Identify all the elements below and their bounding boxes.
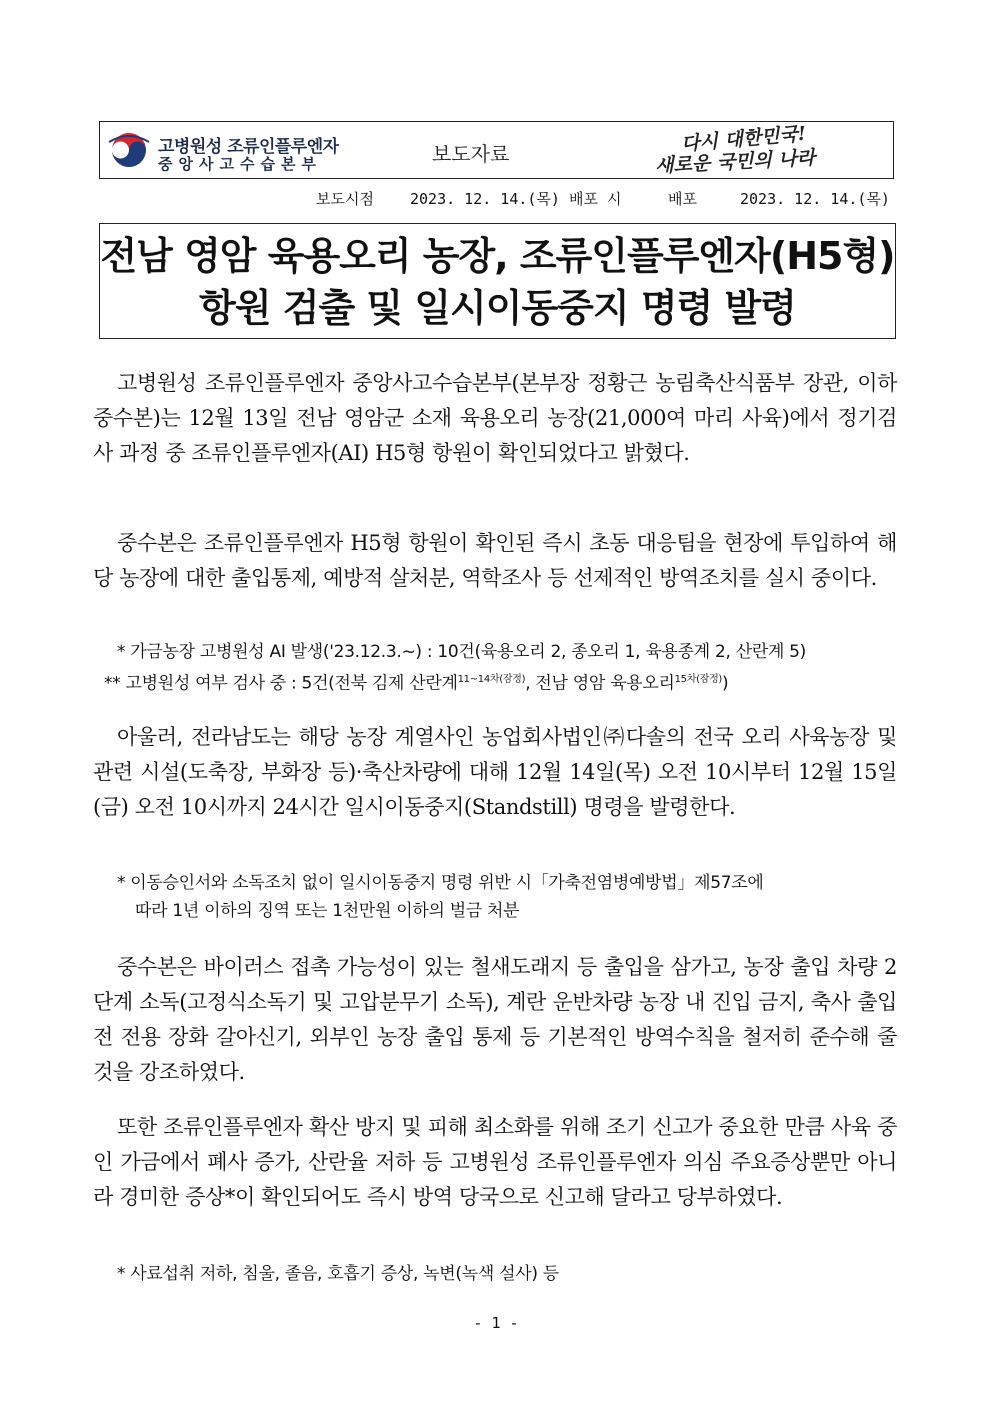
release-time-label: 보도시점: [316, 190, 374, 208]
press-release-label: 보도자료: [432, 142, 510, 166]
slogan-line1: 다시 대한민국!: [680, 122, 807, 156]
title-box: [99, 223, 896, 339]
footnote-3-line2: 따라 1년 이하의 징역 또는 1천만원 이하의 벌금 처분: [135, 901, 520, 921]
distribution-label: 배포: [668, 190, 697, 208]
paragraph-4: 중수본은 바이러스 접촉 가능성이 있는 철새도래지 등 출입을 삼가고, 농장 출입 차량 2단계 소독(고정식소독기 및 고압분무기 소독), 계란 운반차량 농장 내 진입 금지, 축사 출입 전 전용 장화 갈아신기, 외부인 농장 출입 통제 등 기본적인 방역수칙을 철저히 준수해 줄 것을 강조하였다.: [93, 955, 897, 1084]
footnote-4: * 사료섭취 저하, 침울, 졸음, 호흡기 증상, 녹변(녹색 설사) 등: [117, 1264, 559, 1284]
title-line2: 항원 검출 및 일시이동중지 명령 발령: [199, 286, 796, 330]
paragraph-3: 아울러, 전라남도는 해당 농장 계열사인 농업회사법인㈜다솔의 전국 오리 사육농장 및 관련 시설(도축장, 부화장 등)·축산차량에 대해 12월 14일(목) 오전 10시부터 12월 15일(금) 오전 10시까지 24시간 일시이동중지(Standstill) 명령을 발령한다.: [93, 725, 897, 819]
page-number: - 1 -: [473, 1314, 519, 1332]
release-time-value: 2023. 12. 14.(목) 배포 시: [410, 190, 622, 208]
footnote-2: [104, 666, 728, 698]
footnote-2-mid: , 전남 영암 육용오리: [525, 673, 675, 694]
title-line1: 전남 영암 육용오리 농장, 조류인플루엔자(H5형): [100, 234, 895, 278]
footnote-1: * 가금농장 고병원성 AI 발생('23.12.3.~) : 10건(육용오리 2, 종오리 1, 육용종계 2, 산란계 5): [117, 642, 807, 662]
slogan: [655, 124, 855, 176]
footnote-2-sup1: 11~14차(잠정): [457, 674, 526, 685]
footnote-3-line1: * 이동승인서와 소독조치 없이 일시이동중지 명령 위반 시「가축전염병예방법」제57조에: [117, 873, 764, 893]
government-emblem-icon: [106, 128, 152, 172]
header-box: [99, 121, 894, 179]
paragraph-5: 또한 조류인플루엔자 확산 방지 및 피해 최소화를 위해 조기 신고가 중요한 만큼 사육 중인 가금에서 폐사 증가, 산란율 저하 등 고병원성 조류인플루엔자 의심 주요증상뿐만 아니라 경미한 증상*이 확인되어도 즉시 방역 당국으로 신고해 달라고 당부하였다.: [93, 1115, 897, 1209]
paragraph-2: 중수본은 조류인플루엔자 H5형 항원이 확인된 즉시 초동 대응팀을 현장에 투입하여 해당 농장에 대한 출입통제, 예방적 살처분, 역학조사 등 선제적인 방역조치를 실시 중이다.: [93, 531, 897, 590]
org-name-line2: 중앙사고수습본부: [158, 155, 322, 173]
slogan-line2: 새로운 국민의 나라: [654, 146, 816, 178]
org-name-line1: 고병원성 조류인플루엔자: [158, 137, 339, 157]
distribution-value: 2023. 12. 14.(목): [740, 190, 890, 208]
footnote-2-end: ): [722, 673, 729, 694]
footnote-2-sup2: 15차(잠정): [674, 674, 723, 685]
paragraph-1: 고병원성 조류인플루엔자 중앙사고수습본부(본부장 정황근 농림축산식품부 장관, 이하 중수본)는 12월 13일 전남 영암군 소재 육용오리 농장(21,000여 마리 사육)에서 정기검사 과정 중 조류인플루엔자(AI) H5형 항원이 확인되었다고 밝혔다.: [93, 371, 897, 465]
footnote-2-main: ** 고병원성 여부 검사 중 : 5건(전북 김제 산란계: [104, 673, 458, 694]
